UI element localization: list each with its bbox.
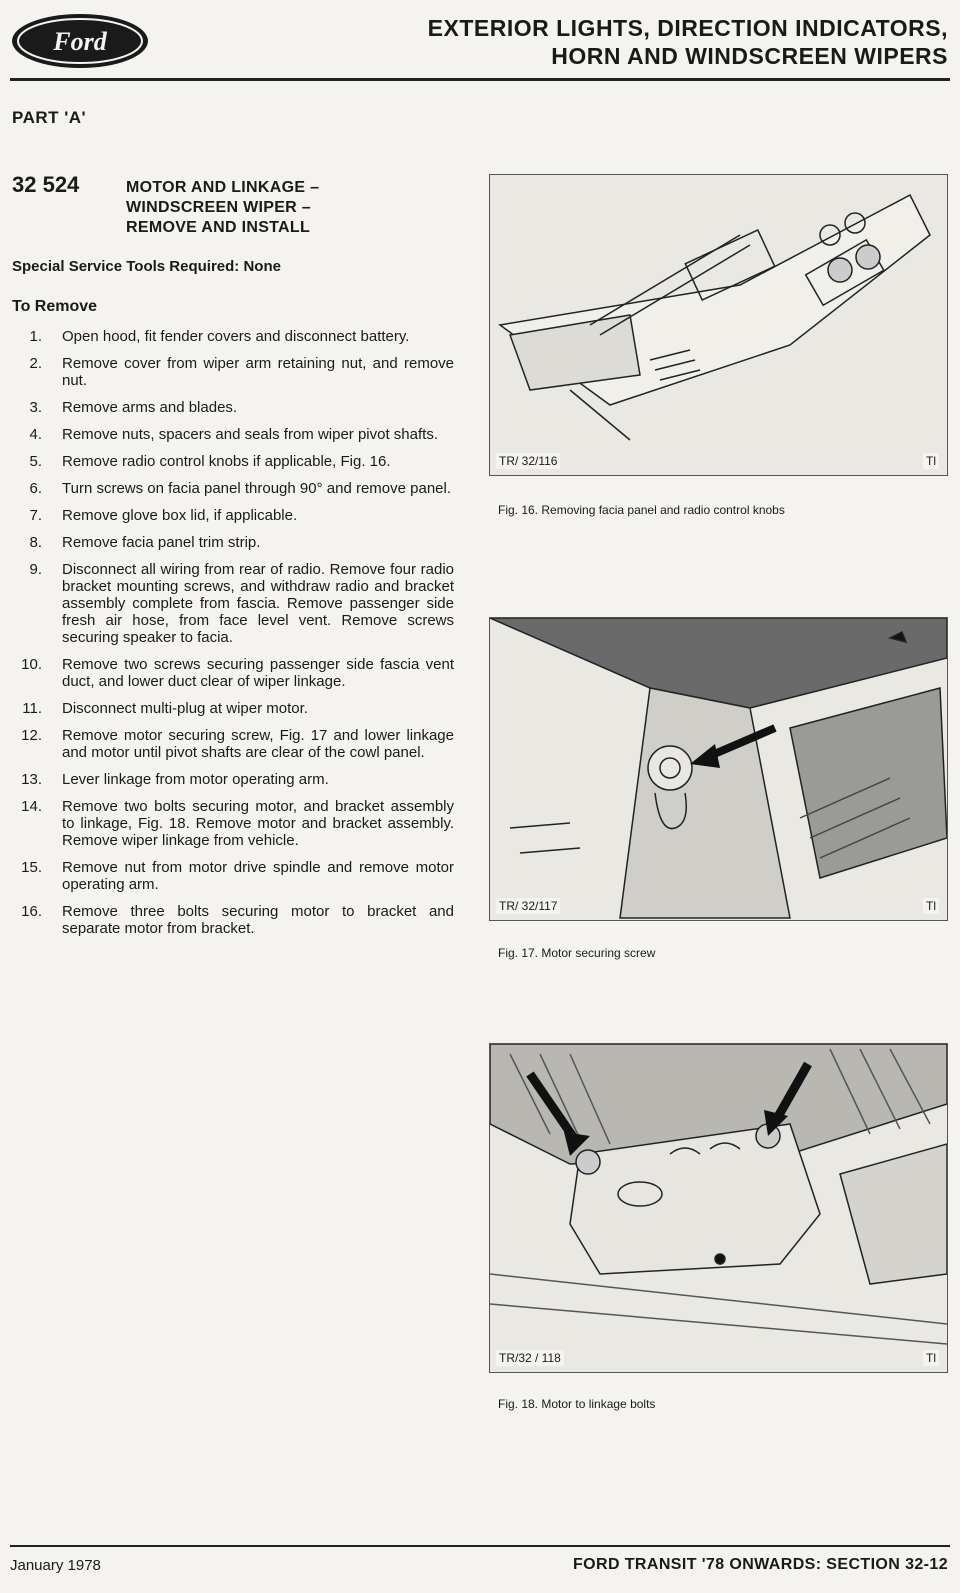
- page-header: [0, 0, 960, 80]
- step-number: 7.: [29, 507, 42, 524]
- step-number: 14.: [21, 798, 42, 815]
- remove-heading: To Remove: [12, 298, 98, 315]
- procedure-step: [12, 903, 454, 937]
- step-number: 1.: [29, 328, 42, 345]
- footer-rule: [10, 1545, 950, 1547]
- step-text: Remove arms and blades.: [62, 399, 238, 416]
- figure-16-caption: Fig. 16. Removing facia panel and radio control knobs: [498, 503, 785, 517]
- ford-logo-text: Ford: [53, 27, 107, 56]
- footer-title: FORD TRANSIT '78 ONWARDS: SECTION 32-12: [572, 1556, 948, 1573]
- section-title-line: MOTOR AND LINKAGE –: [126, 179, 320, 196]
- procedure-step: [12, 727, 454, 761]
- figure-mark: Tl: [923, 1350, 939, 1366]
- part-label: PART 'A': [12, 108, 87, 127]
- procedure-step: [12, 426, 454, 443]
- figure-code: TR/ 32/117: [496, 898, 560, 914]
- procedure-step: [12, 656, 454, 690]
- procedure-step: [12, 507, 454, 524]
- section-title-line: WINDSCREEN WIPER –: [126, 199, 311, 216]
- special-tools-note: Special Service Tools Required: None: [12, 258, 281, 275]
- figure-code: TR/32 / 118: [496, 1350, 564, 1366]
- figure-18-caption: Fig. 18. Motor to linkage bolts: [498, 1397, 656, 1411]
- procedure-steps: [12, 328, 454, 947]
- procedure-step: [12, 480, 454, 497]
- step-text: Remove radio control knobs if applicable, Fig. 16.: [62, 453, 391, 470]
- figure-code: TR/ 32/116: [496, 453, 560, 469]
- step-text: Remove two bolts securing motor, and bracket assembly to linkage, Fig. 18. Remove motor and bracket assembly. Remove wiper linkage from vehicle.: [62, 798, 454, 849]
- step-text: Remove facia panel trim strip.: [62, 534, 261, 551]
- step-text: Remove nuts, spacers and seals from wiper pivot shafts.: [62, 426, 438, 443]
- step-number: 11.: [22, 700, 42, 717]
- procedure-step: [12, 700, 454, 717]
- procedure-step: [12, 399, 454, 416]
- step-number: 16.: [21, 903, 42, 920]
- step-text: Remove motor securing screw, Fig. 17 and lower linkage and motor until pivot shafts are clear of the cowl panel.: [62, 727, 454, 761]
- footer-date: January 1978: [10, 1557, 101, 1574]
- procedure-step: [12, 534, 454, 551]
- step-number: 15.: [21, 859, 42, 876]
- section-title-line: REMOVE AND INSTALL: [126, 219, 311, 236]
- step-text: Disconnect all wiring from rear of radio. Remove four radio bracket mounting screws, and withdraw radio and bracket assembly complete from fascia. Remove passenger side fresh air hose, from face level vent. Remove screws securing speaker to facia.: [62, 561, 454, 646]
- figure-17-caption: Fig. 17. Motor securing screw: [498, 946, 656, 960]
- step-text: Open hood, fit fender covers and disconnect battery.: [62, 328, 410, 345]
- procedure-step: [12, 771, 454, 788]
- ford-logo: [10, 12, 150, 70]
- procedure-step: [12, 355, 454, 389]
- section-title: [126, 178, 319, 238]
- step-number: 4.: [29, 426, 42, 443]
- page-title: [428, 14, 948, 70]
- step-text: Remove three bolts securing motor to bracket and separate motor from bracket.: [62, 903, 454, 937]
- step-number: 10.: [21, 656, 42, 673]
- step-text: Remove two screws securing passenger side fascia vent duct, and lower duct clear of wiper linkage.: [62, 656, 454, 690]
- procedure-step: [12, 328, 454, 345]
- step-text: Lever linkage from motor operating arm.: [62, 771, 329, 788]
- step-number: 5.: [29, 453, 42, 470]
- procedure-step: [12, 798, 454, 849]
- header-rule: [10, 78, 950, 81]
- step-text: Disconnect multi-plug at wiper motor.: [62, 700, 308, 717]
- step-number: 6.: [29, 480, 42, 497]
- page-title-line1: EXTERIOR LIGHTS, DIRECTION INDICATORS,: [427, 15, 948, 41]
- section-number: 32 524: [12, 172, 80, 197]
- procedure-step: [12, 453, 454, 470]
- step-number: 3.: [29, 399, 42, 416]
- step-text: Turn screws on facia panel through 90° and remove panel.: [62, 480, 452, 497]
- step-number: 13.: [21, 771, 42, 788]
- step-number: 12.: [21, 727, 42, 744]
- step-text: Remove cover from wiper arm retaining nut, and remove nut.: [62, 355, 454, 389]
- step-number: 2.: [29, 355, 42, 372]
- step-text: Remove nut from motor drive spindle and remove motor operating arm.: [62, 859, 454, 893]
- procedure-step: [12, 859, 454, 893]
- page-title-line2: HORN AND WINDSCREEN WIPERS: [551, 43, 948, 69]
- step-number: 8.: [29, 534, 42, 551]
- figure-18-illustration: [489, 1043, 948, 1373]
- figure-17-illustration: [489, 617, 948, 921]
- step-number: 9.: [29, 561, 42, 578]
- figure-mark: Tl: [923, 453, 939, 469]
- figure-mark: Tl: [923, 898, 939, 914]
- step-text: Remove glove box lid, if applicable.: [62, 507, 298, 524]
- procedure-step: [12, 561, 454, 646]
- figure-16-illustration: [489, 174, 948, 476]
